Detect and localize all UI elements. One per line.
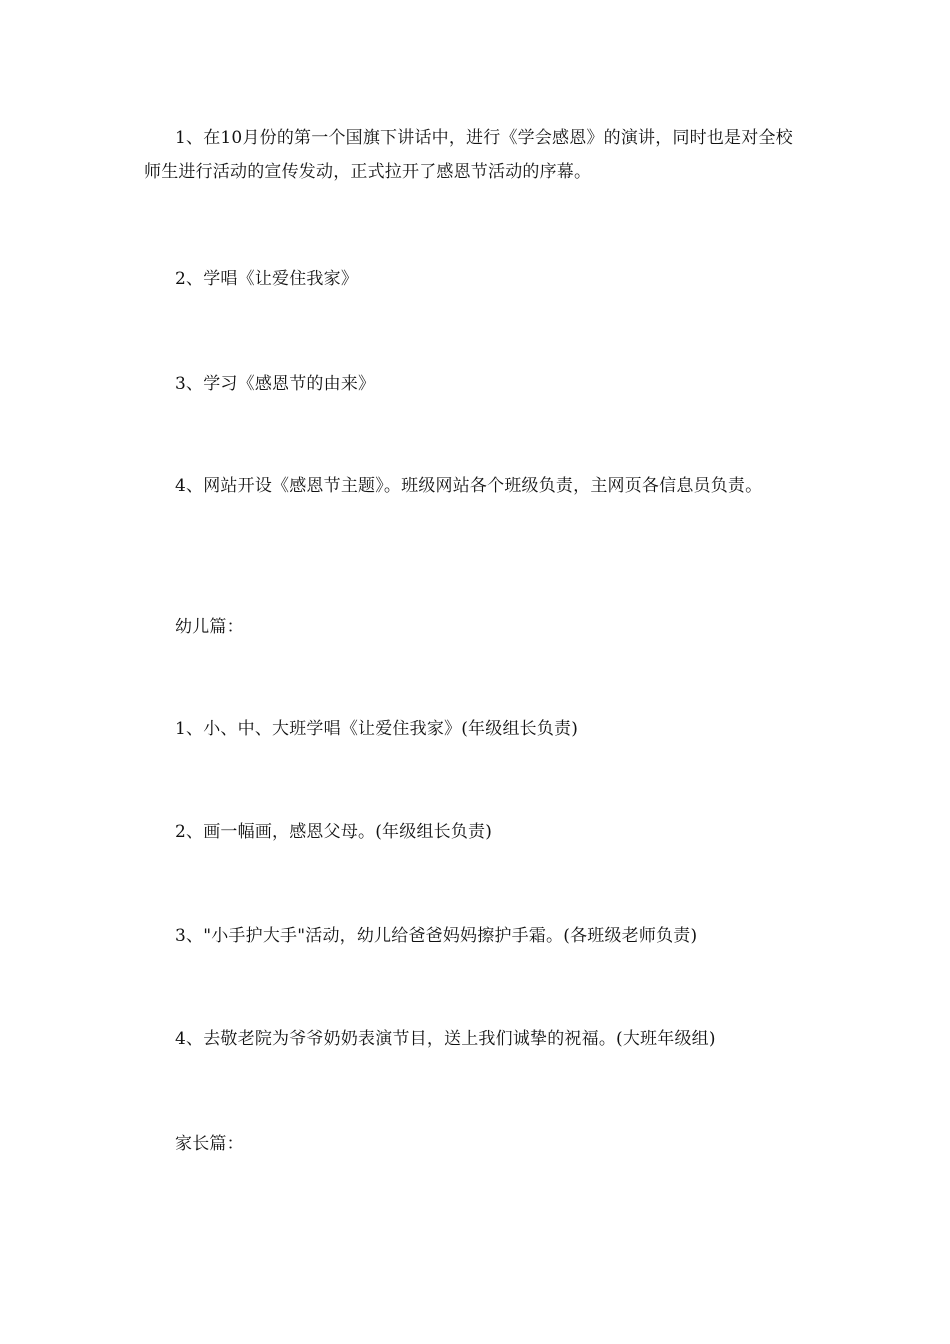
paragraph-opening-speech: 1、在10月份的第一个国旗下讲话中，进行《学会感恩》的演讲，同时也是对全校师生进行活动的宣传发动，正式拉开了感恩节活动的序幕。 bbox=[144, 128, 793, 182]
paragraph-children-hand-cream: 3、"小手护大手"活动，幼儿给爸爸妈妈擦护手霜。(各班级老师负责) bbox=[175, 926, 698, 946]
section-heading-children: 幼儿篇： bbox=[175, 617, 244, 637]
paragraph-children-nursing-home: 4、去敬老院为爷爷奶奶表演节目，送上我们诚挚的祝福。(大班年级组) bbox=[175, 1029, 716, 1049]
paragraph-children-song: 1、小、中、大班学唱《让爱住我家》(年级组长负责) bbox=[175, 719, 579, 739]
section-heading-parents: 家长篇： bbox=[175, 1134, 244, 1154]
paragraph-website-theme: 4、网站开设《感恩节主题》。班级网站各个班级负责，主网页各信息员负责。 bbox=[175, 476, 763, 496]
paragraph-children-drawing: 2、画一幅画，感恩父母。(年级组长负责) bbox=[175, 822, 493, 842]
paragraph-learn-song: 2、学唱《让爱住我家》 bbox=[175, 269, 359, 289]
paragraph-learn-origin: 3、学习《感恩节的由来》 bbox=[175, 374, 376, 394]
